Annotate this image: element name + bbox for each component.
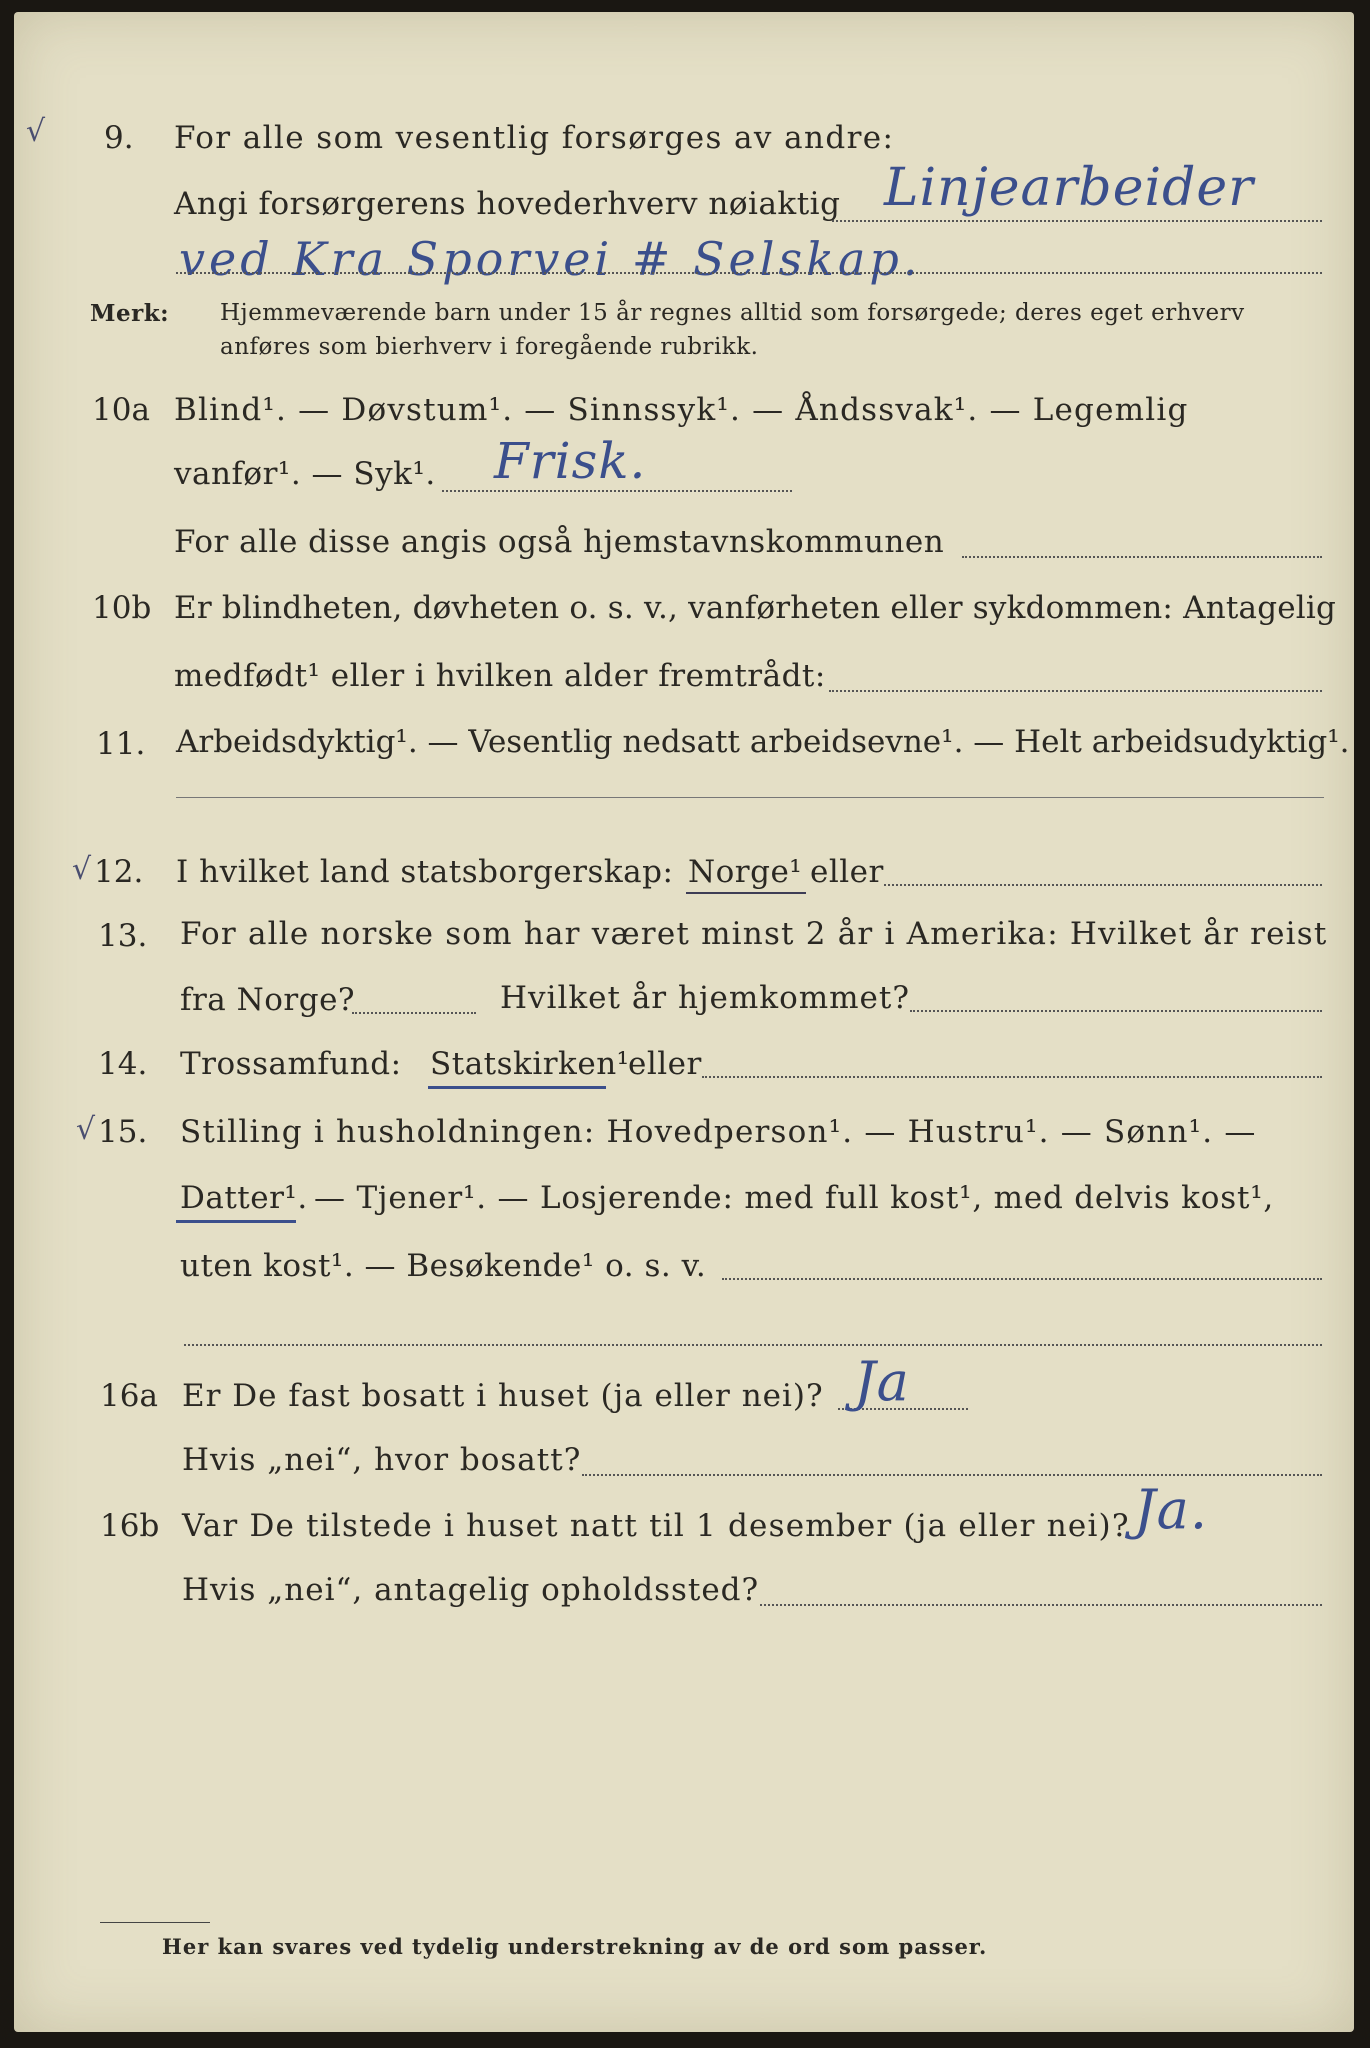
q9-handwritten-occupation: Linjearbeider [884, 158, 1255, 218]
question-number-10b: 10b [92, 590, 152, 626]
q15-daughter-option: Datter¹. [180, 1180, 308, 1216]
q16b-line-2: Hvis „nei“, antagelig opholdssted? [182, 1572, 760, 1608]
q15-answer-line-2 [184, 1344, 1322, 1346]
q14-handwritten-underline [428, 1086, 606, 1089]
q16b-handwritten-answer: Ja. [1134, 1478, 1209, 1541]
check-mark: √ [26, 114, 46, 149]
q10a-answer-line [442, 490, 792, 492]
q12-norway-option: Norge¹ [688, 854, 803, 890]
q10b-line-1: Er blindheten, døvheten o. s. v., vanførheten eller sykdommen: Antagelig [174, 590, 1337, 626]
q13-line-1: For alle norske som har været minst 2 år i Amerika: Hvilket år reist [180, 916, 1328, 952]
merk-line-2: anføres som bierhverv i foregående rubrikk. [220, 334, 759, 360]
q15-answer-line [722, 1278, 1322, 1280]
q9-line-2: Angi forsørgerens hovederhverv nøiaktig [174, 186, 841, 222]
q9-answer-line-2 [176, 272, 1322, 274]
footnote: Her kan svares ved tydelig understrekning av de ord som passer. [162, 1934, 988, 1959]
q15-line-3: uten kost¹. — Besøkende¹ o. s. v. [180, 1248, 707, 1284]
q14-line-1c: eller [628, 1046, 702, 1082]
q10a-municipality-line [962, 556, 1322, 558]
q9-handwritten-employer: ved Kra Sporvei # Selskap. [179, 232, 922, 286]
q14-line-1a: Trossamfund: [180, 1046, 402, 1082]
q16a-handwritten-answer: Ja [854, 1350, 910, 1413]
question-number-11: 11. [96, 726, 146, 762]
q12-answer-line [884, 884, 1322, 886]
q14-answer-line [702, 1076, 1322, 1078]
question-number-9: 9. [104, 120, 134, 156]
q13-returned-line [910, 1010, 1322, 1012]
q14-state-church-option: Statskirken¹ [430, 1046, 630, 1082]
q11-line-1: Arbeidsdyktig¹. — Vesentlig nedsatt arbeidsevne¹. — Helt arbeidsudyktig¹. [176, 724, 1350, 760]
q13-line-2b: Hvilket år hjemkommet? [500, 980, 910, 1016]
q11-answer-line [176, 797, 1324, 798]
census-form-page [14, 12, 1354, 2032]
q16a-location-line [582, 1474, 1322, 1476]
q15-handwritten-underline [176, 1220, 296, 1223]
q10b-line-2: medfødt¹ eller i hvilken alder fremtrådt: [174, 658, 826, 694]
q16a-line-1: Er De fast bosatt i huset (ja eller nei)? [182, 1378, 824, 1414]
check-mark: √ [76, 1112, 96, 1147]
q10a-line-3: For alle disse angis også hjemstavnskommunen [174, 524, 945, 560]
q15-line-2b: — Tjener¹. — Losjerende: med full kost¹, med delvis kost¹, [314, 1180, 1275, 1216]
q10a-handwritten-health: Frisk. [494, 432, 647, 490]
q9-line-1: For alle som vesentlig forsørges av andre: [174, 120, 895, 156]
q12-line-1a: I hvilket land statsborgerskap: [176, 854, 674, 890]
q16b-location-line [760, 1604, 1322, 1606]
q9-answer-line [832, 220, 1322, 222]
q15-line-1: Stilling i husholdningen: Hovedperson¹. — Hustru¹. — Sønn¹. — [180, 1114, 1257, 1150]
q10a-line-1: Blind¹. — Døvstum¹. — Sinnssyk¹. — Åndssvak¹. — Legemlig [174, 392, 1189, 428]
question-number-12: 12. [94, 854, 144, 890]
question-number-13: 13. [98, 918, 148, 954]
merk-line-1: Hjemmeværende barn under 15 år regnes alltid som forsørgede; deres eget erhverv [220, 300, 1245, 326]
question-number-15: 15. [98, 1114, 148, 1150]
footnote-rule [100, 1922, 210, 1923]
q10a-line-2: vanfør¹. — Syk¹. [174, 456, 436, 492]
q13-departed-line [352, 1012, 476, 1014]
q12-underline [686, 892, 806, 894]
question-number-16a: 16a [100, 1378, 158, 1414]
q13-line-2a: fra Norge? [180, 982, 356, 1018]
q16b-line-1: Var De tilstede i huset natt til 1 desember (ja eller nei)? [182, 1508, 1130, 1544]
q10b-answer-line [829, 690, 1322, 692]
question-number-10a: 10a [92, 392, 150, 428]
question-number-16b: 16b [100, 1508, 160, 1544]
merk-label: Merk: [90, 300, 170, 327]
q16a-line-2: Hvis „nei“, hvor bosatt? [182, 1442, 582, 1478]
q12-line-1c: eller [810, 854, 884, 890]
check-mark: √ [72, 852, 92, 887]
question-number-14: 14. [98, 1046, 148, 1082]
